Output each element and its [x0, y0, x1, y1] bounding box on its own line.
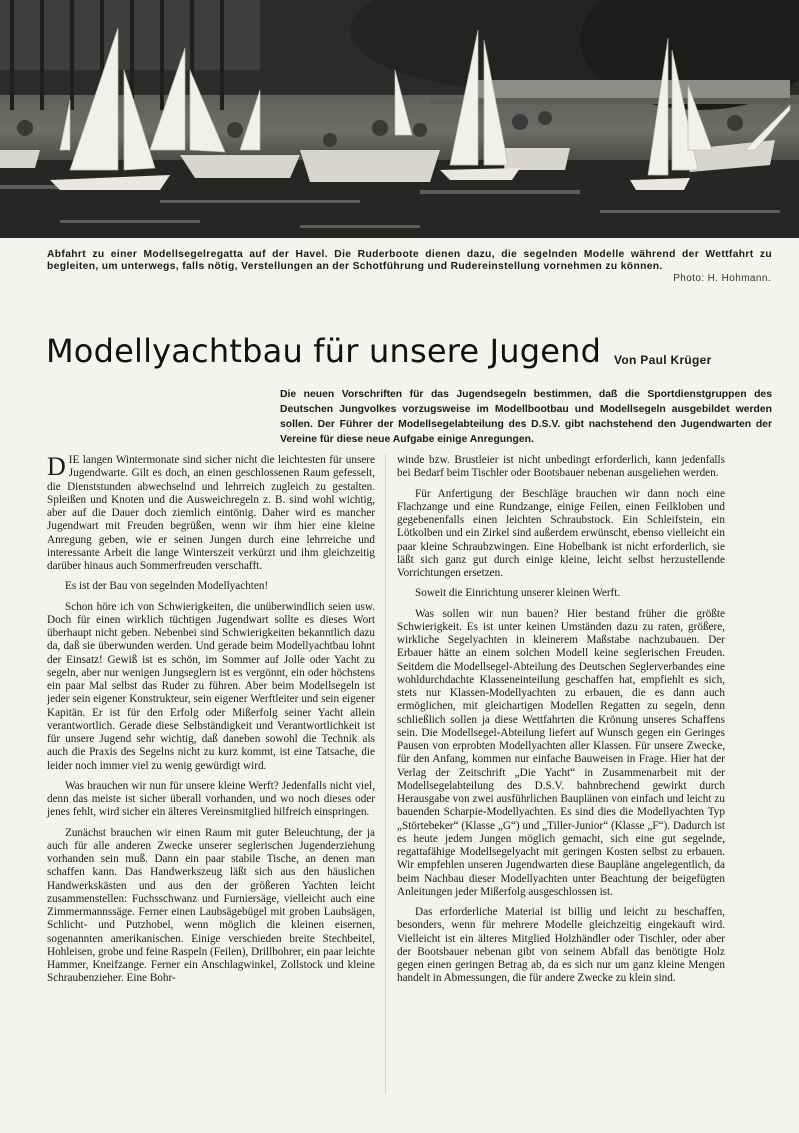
article-author: Von Paul Krüger: [614, 353, 712, 367]
paragraph: Das erforderliche Material ist billig und leicht zu beschaffen, besonders, wenn für mehrere Modelle gleichzeitig eingekauft wird. Vielleicht ist ein älteres Mitglied Holzhändler oder Tischler, oder aber der Bootsbauer nebenan gibt von seinem Abfall das benötigte Holz gegen einen geringen Betrag ab, da es sich nur um ganz kleine Mengen handelt in Abmessungen, die für andere Zwecke zu klein sind.: [397, 906, 725, 985]
article-lead: Die neuen Vorschriften für das Jugendsegeln bestimmen, daß die Sportdienstgruppen des Deutschen Jungvolkes vorzugsweise im Modellbootbau und Modellsegeln ausgebildet werden sollen. Der Führer der Modellsegelabteilung des D.S.V. gibt nachstehend den Jugendwarten der Vereine für diese neue Aufgabe einige Anregungen.: [280, 389, 772, 446]
paragraph: Zunächst brauchen wir einen Raum mit guter Beleuchtung, der ja auch für alle anderen Zwecke unserer seglerischen Jugenderziehung vorhanden sein muß. Dann ein paar stabile Tische, an denen man schaffen kann. Das Handwerkszeug läßt sich aus den häuslichen Handwerkskästen und aus den der größeren Yachten leicht zusammenstellen: Fuchsschwanz und Furniersäge, vielleicht auch eine Zimmermannssäge. Ferner einen Laubsägebügel mit groben Laubsägen, Schlicht- und Putzhobel, wenn möglich die kleinen eisernen, sogenannten amerikanischen. Einige verschieden breite Stechbeitel, Hohleisen, grobe und feine Raspeln (Feilen), Drillbohrer, ein paar leichte Hammer, Kneifzange. Ferner ein Anschlagwinkel, Zollstock und kleine Schraubenzieher. Eine Bohr-: [47, 826, 375, 985]
left-column: [47, 454, 375, 992]
right-column: [397, 454, 725, 992]
regatta-photo: [0, 0, 799, 238]
paragraph: Was sollen wir nun bauen? Hier bestand früher die größte Schwierigkeit. Es ist unter keinen Umständen dazu zu raten, größere, wirkliche Segelyachten in kleinerem Maßstabe nachzubauen. Der Erbauer hätte an einem solchen Modell keine seglerischen Freuden. Seitdem die Modellsegel-Abteilung des Deutschen Seglerverbandes eine wohldurchdachte Klasseneinteilung geschaffen hat, empfiehlt es sich, stets nur Klassen-Modellyachten zu erbauen, die es dann auch ermöglichen, mit gleichartigen Modellen Regatten zu segeln, denn schließlich sollen ja diese Wettfahrten die Krönung unseres Schaffens sein. Die Modellsegel-Abteilung liefert auf Wunsch gegen ein Geringes Pausen von erprobten Modellyachten aller Klassen. Für unsere Zwecke, für den Anfang, kommen nur einfache Bauweisen in Frage. Hier hat der Verlag der Zeitschrift „Die Yacht“ in Zusammenarbeit mit der Modellsegelabteilung des D.S.V. bahnbrechend gewirkt durch Herausgabe von zwei ausführlichen Bauplänen von einfach und leicht zu bauenden Scharpie-Modellyachten. Es sind dies die Modellyachten Typ „Störtebeker“ (Klasse „G“) und „Tiller-Junior“ (Klasse „F“). Dadurch ist es heute jedem Jungen möglich gemacht, sich eine gut segelnde, regattafähige Modellsegelyacht mit geringen Kosten selbst zu erbauen. Wir empfehlen unseren Jugendwarten diese Baupläne angelegentlich, da beim Nachbau dieser Modellyachten unter Beachtung der beigefügten Anleitungen jeder Mißerfolg ausgeschlossen ist.: [397, 607, 725, 898]
photo-credit: Photo: H. Hohmann.: [673, 273, 771, 284]
paragraph: Schon höre ich von Schwierigkeiten, die unüberwindlich seien usw. Doch für einen wirklich tüchtigen Jugendwart sollte es dieses Wort überhaupt nicht geben. Nebenbei sind Schwierigkeiten bekanntlich dazu da, daß sie überwunden werden. Und gerade beim Modellyachtbau lohnt der Einsatz! Gewiß ist es schön, im Sommer auf Jolle oder Yacht zu segeln, aber nur wenigen Jungseglern ist es vergönnt, ein oder höchstens ein paar Mal selbst das Ruder zu führen. Aber beim Modellsegeln ist jeder sein eigener Konstrukteur, sein eigener Werftleiter und sein eigener Kapitän. Er ist für den Erfolg oder Mißerfolg seiner Yacht allein verantwortlich. Gerade diese Selbständigkeit und Verantwortlichkeit ist für unsere Jugend sehr wichtig, daß daneben sowohl die Technik als auch die Praxis des Segelns nicht zu kurz kommt, ist eine Tatsache, die leider noch immer viel zu wenig gewürdigt wird.: [47, 600, 375, 772]
paragraph: winde bzw. Brustleier ist nicht unbedingt erforderlich, kann jedenfalls bei Bedarf beim Tischler oder Bootsbauer nebenan ausgeliehen werden.: [397, 454, 725, 480]
photo-caption: Abfahrt zu einer Modellsegelregatta auf der Havel. Die Ruderboote dienen dazu, die segelnden Modelle während der Wettfahrt zu begleiten, um unterwegs, falls nötig, Verstellungen an der Schotführung und Rudereinstellung vornehmen zu können.: [47, 249, 772, 273]
paragraph: Was brauchen wir nun für unsere kleine Werft? Jedenfalls nicht viel, denn das meiste ist sicher überall vorhanden, und wo noch dieses oder jenes fehlt, wird sicher ein älteres Vereinsmitglied hilfreich einspringen.: [47, 779, 375, 819]
paragraph: DIE langen Wintermonate sind sicher nicht die leichtesten für unsere Jugendwarte. Gilt es doch, an einen geschlossenen Raum gefesselt, die Dienststunden abwechselnd und lehrreich zugleich zu gestalten. Spleißen und Knoten und die Ausweichregeln z. B. sind wohl wichtig, aber auf die Dauer doch ziemlich eintönig. Daher wird es mancher Jugendwart mit Freuden begrüßen, wenn wir ihm hier eine kleine Anregung geben, wie er seinen Jungen durch eine lehrreiche und interessante Arbeit die lange Winterszeit verkürzt und ihm gleichzeitig darüber hinaus auch Sommerfreuden verschafft.: [47, 452, 375, 572]
article-title: Modellyachtbau für unsere Jugend: [46, 332, 602, 370]
drop-cap: D: [47, 452, 66, 481]
column-divider: [385, 454, 386, 1094]
paragraph: Soweit die Einrichtung unserer kleinen Werft.: [415, 587, 621, 600]
regatta-photo-icon: [0, 0, 799, 238]
paragraph: Es ist der Bau von segelnden Modellyachten!: [65, 580, 269, 593]
paragraph: Für Anfertigung der Beschläge brauchen wir dann noch eine Flachzange und eine Rundzange, einige Feilen, einen Feilkloben und gegebenenfalls einen leichten Schraubstock. Ein Schleifstein, ein Lötkolben und ein Zirkel sind außerdem erwünscht, ebenso vielleicht ein paar kleine Schraubzwingen. Eine Hobelbank ist nicht erforderlich, sie läßt sich ganz gut durch einige kleine, leicht selbst herzustellende Vorrichtungen ersetzen.: [397, 487, 725, 579]
